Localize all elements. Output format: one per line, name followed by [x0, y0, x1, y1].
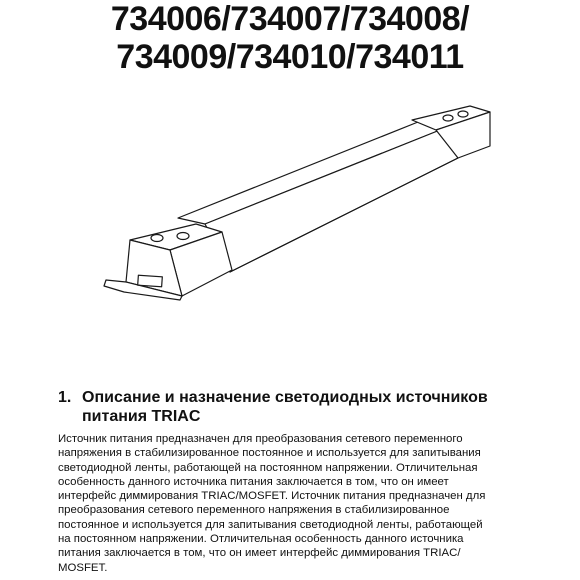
body-line: постоянное и используется для запитывания светодиодной ленты, работающей: [58, 518, 483, 531]
body-line: преобразования сетевого переменного напряжения в стабилизированное: [58, 504, 450, 517]
document-title: [0, 0, 580, 76]
body-line: особенность данного источника питания заключается в том, что он имеет: [58, 475, 449, 488]
body-line: питания заключается в том, что он имеет интерфейс диммирования TRIAC/: [58, 547, 461, 560]
body-line: MOSFET.: [58, 561, 108, 574]
section-heading-line-2: питания TRIAC: [82, 408, 201, 425]
body-line: интерфейс диммирования TRIAC/MOSFET. Источник питания предназначен для: [58, 490, 486, 503]
body-line: Источник питания предназначен для преобразования сетевого переменного: [58, 433, 463, 445]
title-line-1: 734006/734007/734008/: [110, 0, 470, 38]
section-number: 1.: [58, 389, 72, 406]
section-heading: [58, 388, 558, 426]
body-line: на постоянном напряжении. Отличительная особенность данного источника: [58, 533, 464, 546]
body-line: напряжения в стабилизированное постоянное и используется для запитывания: [58, 447, 481, 460]
section-body: [58, 432, 544, 575]
title-line-2: 734009/734010/734011: [116, 38, 464, 76]
power-supply-illustration: [0, 80, 580, 380]
body-line: светодиодной ленты, работающей на постоянном напряжении. Отличительная: [58, 461, 478, 474]
section-heading-line-1: Описание и назначение светодиодных источников: [82, 389, 488, 406]
